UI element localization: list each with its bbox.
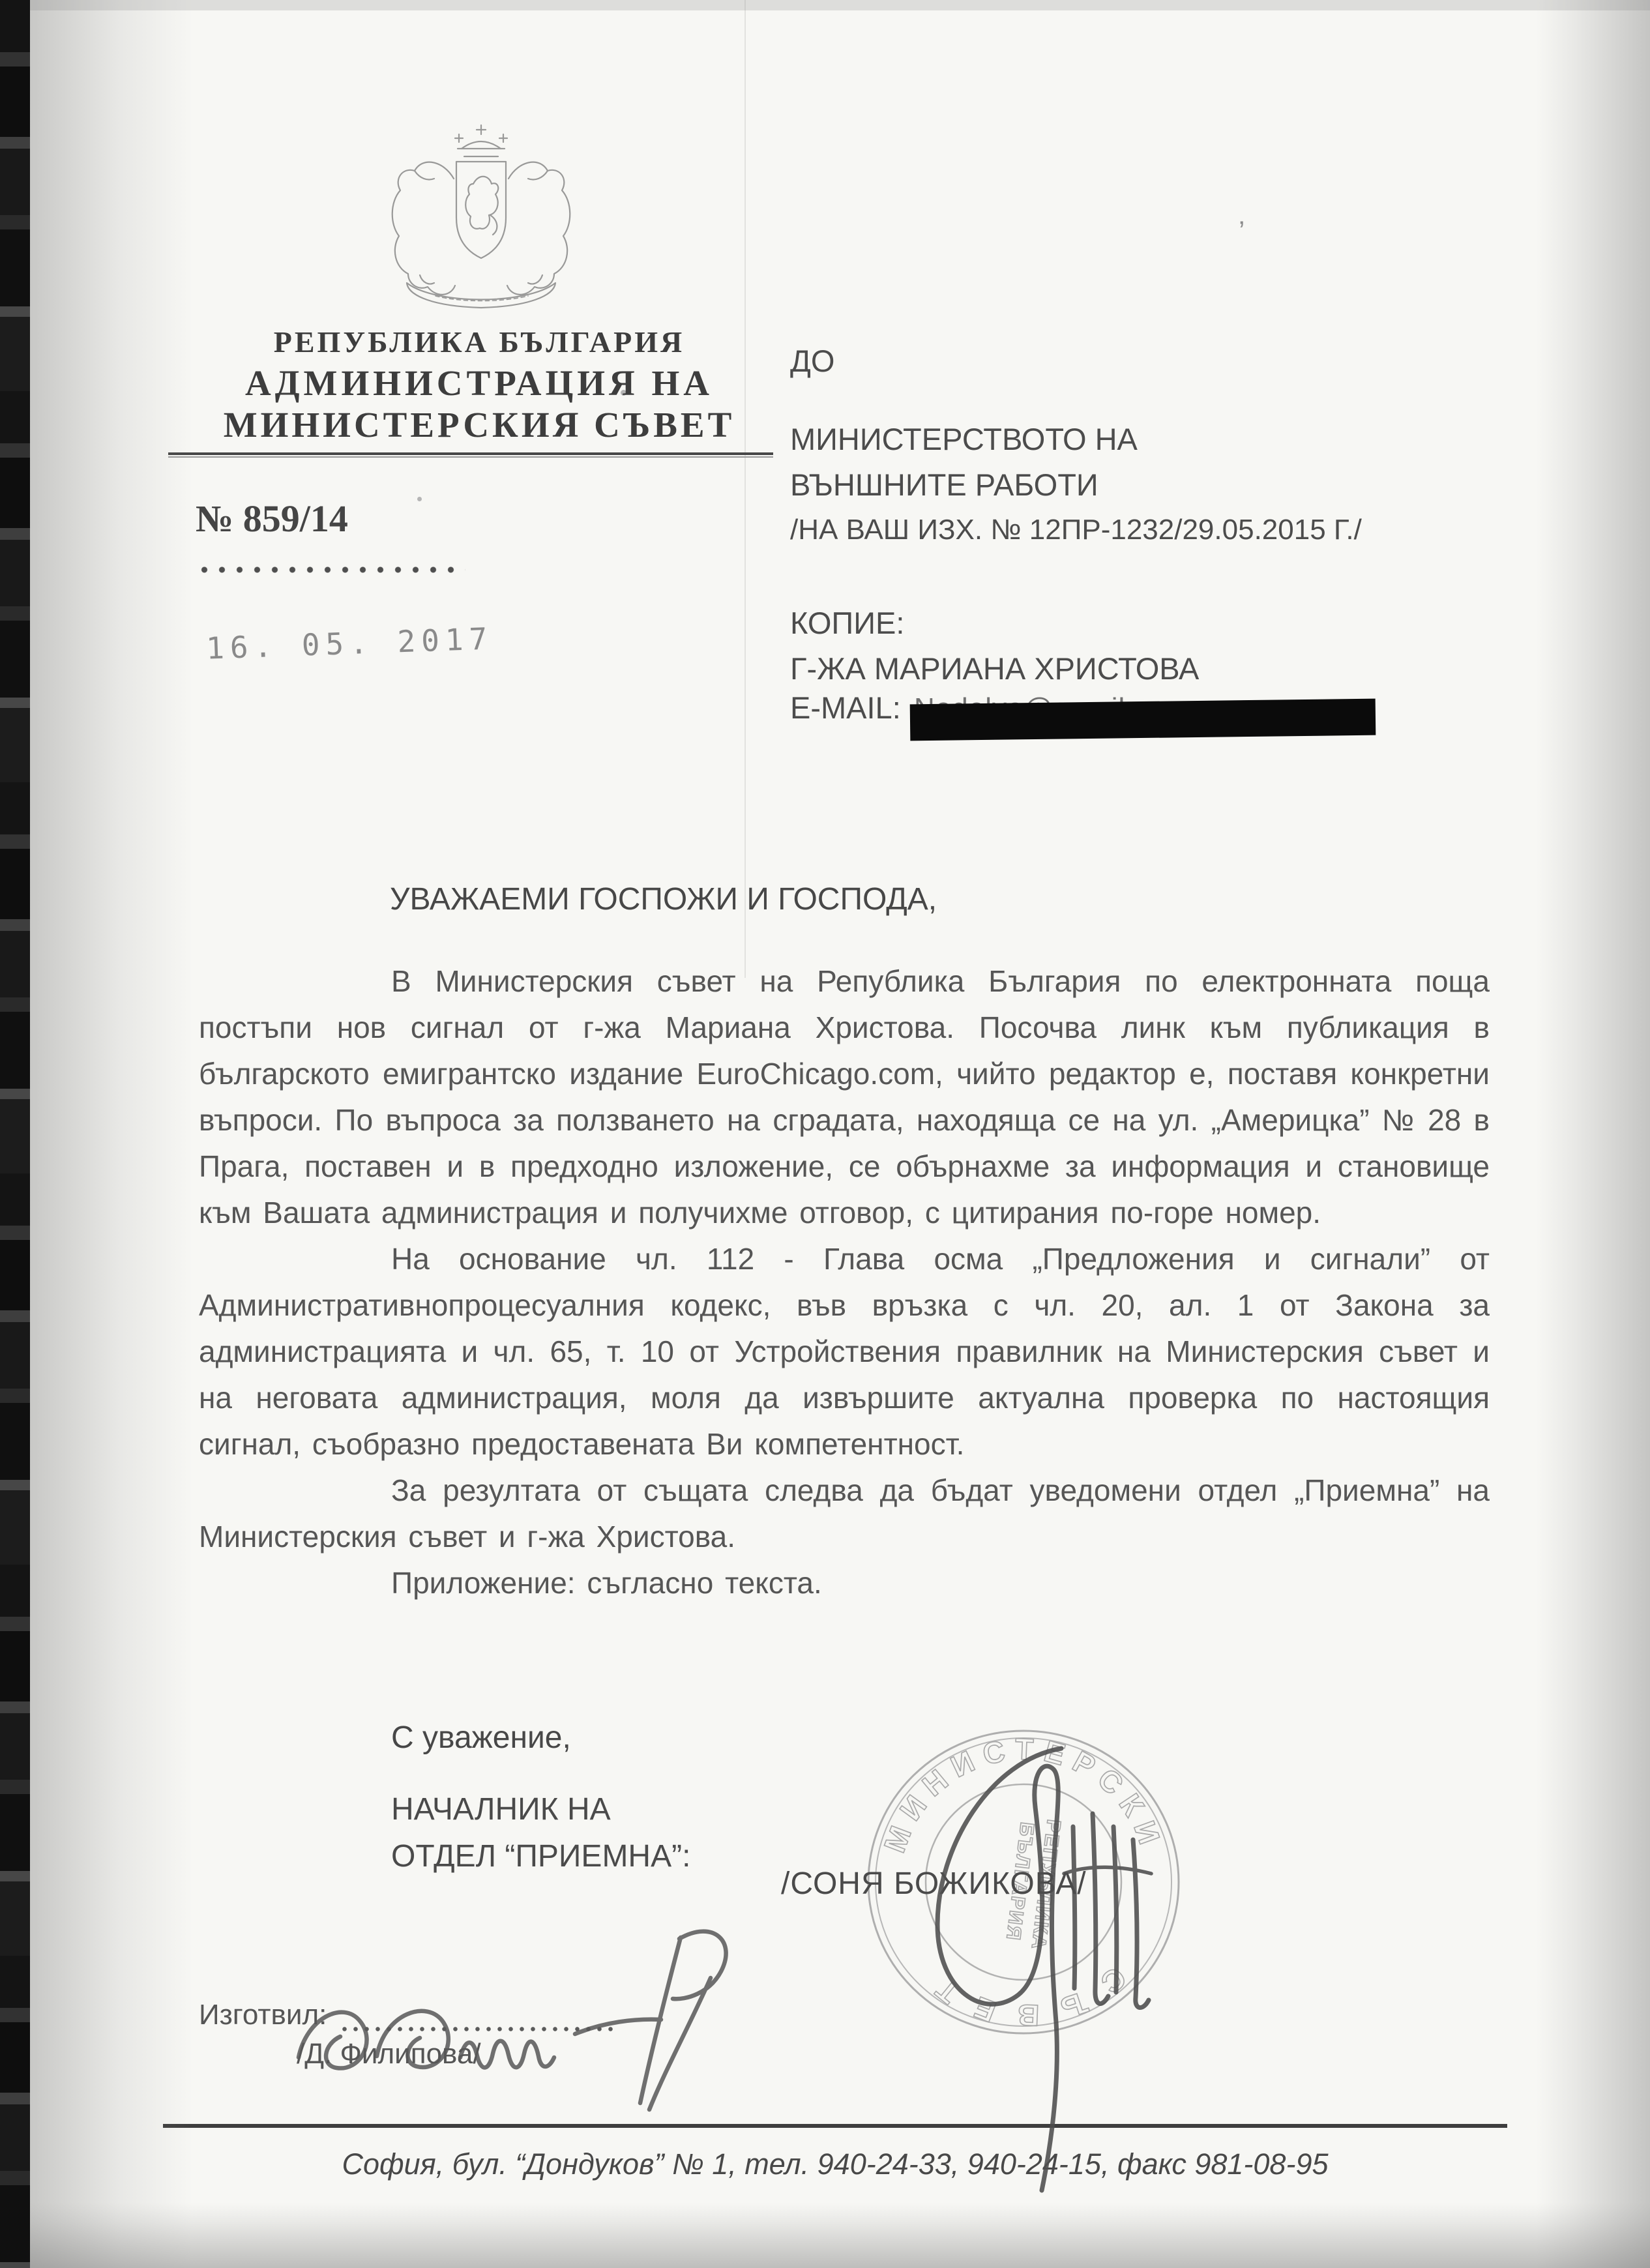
stamp-inner-text-line2: БЪЛГАРИЯ — [1001, 1821, 1039, 1943]
letterhead-org-line2: МИНИСТЕРСКИЯ СЪВЕТ — [223, 405, 735, 445]
reference-number: № 859/14 — [196, 497, 348, 540]
email-label: E-MAIL: — [790, 690, 901, 725]
letterhead-org-line1: АДМИНИСТРАЦИЯ НА — [244, 363, 714, 403]
signer-name: /СОНЯ БОЖИКОВА/ — [781, 1866, 1087, 1901]
prepared-by-label: Изготвил: — [199, 1999, 327, 2031]
recipient-line1: МИНИСТЕРСТВОТО НА — [790, 422, 1138, 456]
paragraph-1: В Министерския съвет на Република България по електронната поща постъпи нов сигнал от г-жа Мариана Христова. Посочва линк към публикация в българското емигрантско издание EuroChicago.com, чийто редактор е, поставя конкретни въпроси. По въпроса за ползването на сградата, находяща се на ул. „Америцка” № 28 в Прага, поставен и в предходно изложение, се обърнахме за информация и становище към Вашата администрация и получихме отговор, с цитирания по-горе номер. — [199, 964, 1490, 1230]
dotted-line — [196, 566, 465, 574]
paragraph-3: За резултата от същата следва да бъдат уведомени отдел „Приемна” на Министерския съвет и г-жа Христова. — [199, 1473, 1490, 1554]
scan-crease — [744, 0, 746, 978]
footer-rule — [163, 2124, 1507, 2128]
scan-shadow-right — [1536, 0, 1650, 2268]
footer-address: София, бул. “Дондуков” № 1, тел. 940-24-33, 940-24-15, факс 981-08-95 — [342, 2147, 1329, 2181]
letter-body — [199, 958, 1490, 1606]
stamp-ring-text-top: МИНИСТЕРСКИ — [877, 1731, 1170, 1857]
chief-signature — [854, 1709, 1193, 2205]
paragraph-2: На основание чл. 112 - Глава осма „Предложения и сигнали” от Административнопроцесуалния кодекс, във връзка с чл. 20, ал. 1 от Закона за администрацията и чл. 65, т. 10 от Устройствения правилник на Министерския съвет и на неговата администрация, моля да извършите актуална проверка по настоящия сигнал, съобразно предоставената Ви компетентност. — [199, 1242, 1490, 1461]
bulgaria-coat-of-arms-icon — [357, 119, 605, 334]
copy-name: Г-ЖА МАРИАНА ХРИСТОВА — [790, 651, 1200, 686]
stamp-ring-text-bottom: СЪВЕТ — [914, 1960, 1133, 2033]
scan-speck: ’ — [1239, 215, 1245, 246]
prepared-by-signature — [280, 1901, 737, 2116]
salutation: УВАЖАЕМИ ГОСПОЖИ И ГОСПОДА, — [390, 882, 937, 917]
stamp-inner-text-line1: РЕПУБЛИКА — [1027, 1818, 1065, 1952]
closing-regards: С уважение, — [391, 1720, 571, 1755]
letterhead-underline — [168, 452, 773, 458]
recipient-ref-line: /НА ВАШ ИЗХ. № 12ПР-1232/29.05.2015 Г./ — [790, 514, 1362, 546]
scanner-edge-strip — [0, 0, 30, 2268]
prepared-by-name: /Д. Филипова/ — [297, 2038, 481, 2070]
signer-title-line2: ОТДЕЛ “ПРИЕМНА”: — [391, 1839, 691, 1874]
paragraph-attachment: Приложение: съгласно текста. — [391, 1566, 822, 1600]
recipient-line2: ВЪНШНИТЕ РАБОТИ — [790, 467, 1098, 502]
scan-shadow-bottom — [0, 2203, 1650, 2268]
date-received-stamp: 16. 05. 2017 — [205, 621, 494, 666]
scan-speck — [417, 497, 422, 501]
recipient-to-label: ДО — [790, 344, 835, 378]
letterhead-country: РЕПУБЛИКА БЪЛГАРИЯ — [273, 325, 685, 359]
scan-shadow-top — [0, 0, 1650, 10]
copy-label: КОПИЕ: — [790, 606, 905, 640]
email-redaction-bar — [910, 699, 1376, 741]
signer-title-line1: НАЧАЛНИК НА — [391, 1792, 611, 1827]
